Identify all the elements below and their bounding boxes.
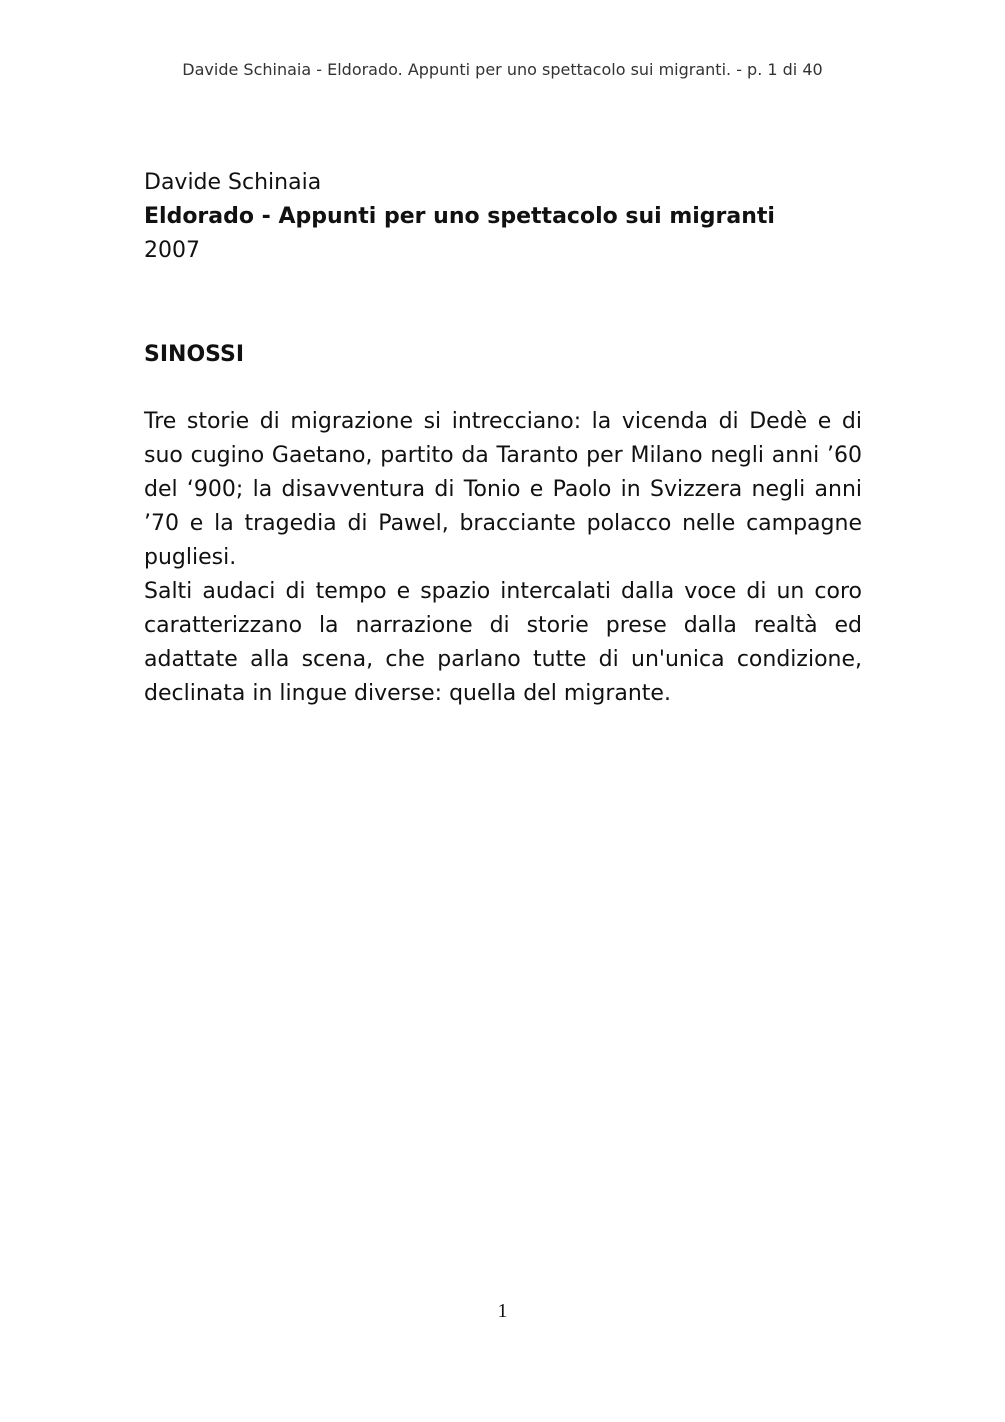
synopsis-body xyxy=(144,405,862,711)
page-number: 1 xyxy=(497,1300,508,1322)
publication-year: 2007 xyxy=(144,238,200,263)
title-block xyxy=(144,166,864,268)
work-title: Eldorado - Appunti per uno spettacolo sui migranti xyxy=(144,204,775,229)
synopsis-paragraph: Tre storie di migrazione si intrecciano: la vicenda di Dedè e di suo cugino Gaetano, partito da Taranto per Milano negli anni ’60 del ‘900; la disavventura di Tonio e Paolo in Svizzera negli anni ’70 e la tragedia di Pawel, bracciante polacco nelle campagne pugliesi. xyxy=(144,409,862,570)
section-heading-sinossi: SINOSSI xyxy=(144,342,245,367)
synopsis-paragraph: Salti audaci di tempo e spazio intercalati dalla voce di un coro caratterizzano la narrazione di storie prese dalla realtà ed adattate alla scena, che parlano tutte di un'unica condizione, declinata in lingue diverse: quella del migrante. xyxy=(144,579,862,706)
running-header: Davide Schinaia - Eldorado. Appunti per uno spettacolo sui migranti. - p. 1 di 40 xyxy=(182,60,823,79)
author-name: Davide Schinaia xyxy=(144,170,322,195)
